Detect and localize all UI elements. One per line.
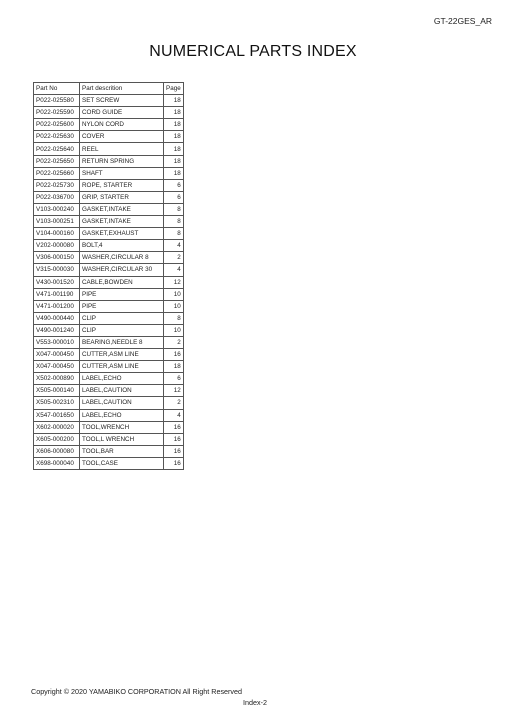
part-description-cell: CLIP — [80, 324, 164, 336]
table-row — [34, 312, 184, 324]
table-row — [34, 216, 184, 228]
page-cell: 2 — [164, 252, 184, 264]
part-description-cell: CUTTER,ASM LINE — [80, 361, 164, 373]
part-description-cell: COVER — [80, 131, 164, 143]
table-row — [34, 155, 184, 167]
page-number: Index-2 — [243, 698, 267, 707]
table-row — [34, 119, 184, 131]
table-row — [34, 167, 184, 179]
part-number-cell: P022-025730 — [34, 179, 80, 191]
part-number-cell: X047-000450 — [34, 361, 80, 373]
part-number-cell: X502-000890 — [34, 373, 80, 385]
parts-index-table — [33, 82, 184, 470]
part-description-cell: PIPE — [80, 300, 164, 312]
part-description-cell: TOOL,CASE — [80, 457, 164, 469]
part-description-cell: GASKET,EXHAUST — [80, 228, 164, 240]
part-number-cell: V103-000251 — [34, 216, 80, 228]
part-number-cell: X505-002310 — [34, 397, 80, 409]
copyright-notice: Copyright © 2020 YAMABIKO CORPORATION All Right Reserved — [31, 687, 243, 696]
part-number-cell: V471-001190 — [34, 288, 80, 300]
table-row — [34, 385, 184, 397]
page-cell: 18 — [164, 95, 184, 107]
part-number-cell: P022-025600 — [34, 119, 80, 131]
part-number-cell: V490-000440 — [34, 312, 80, 324]
part-description-cell: LABEL,CAUTION — [80, 385, 164, 397]
page-cell: 8 — [164, 216, 184, 228]
table-row — [34, 95, 184, 107]
table-row — [34, 300, 184, 312]
column-header-part-no: Part No — [34, 83, 80, 95]
part-number-cell: P022-025580 — [34, 95, 80, 107]
page-cell: 4 — [164, 264, 184, 276]
part-description-cell: GASKET,INTAKE — [80, 216, 164, 228]
page-cell: 18 — [164, 107, 184, 119]
part-description-cell: CUTTER,ASM LINE — [80, 349, 164, 361]
part-description-cell: LABEL,ECHO — [80, 409, 164, 421]
part-number-cell: P022-036700 — [34, 191, 80, 203]
page-cell: 16 — [164, 433, 184, 445]
page-cell: 6 — [164, 191, 184, 203]
page-cell: 4 — [164, 240, 184, 252]
table-row — [34, 336, 184, 348]
page-cell: 12 — [164, 276, 184, 288]
part-description-cell: SET SCREW — [80, 95, 164, 107]
part-description-cell: CABLE,BOWDEN — [80, 276, 164, 288]
part-description-cell: REEL — [80, 143, 164, 155]
part-description-cell: ROPE, STARTER — [80, 179, 164, 191]
part-description-cell: TOOL,WRENCH — [80, 421, 164, 433]
part-number-cell: V306-000150 — [34, 252, 80, 264]
part-description-cell: PIPE — [80, 288, 164, 300]
page-cell: 6 — [164, 179, 184, 191]
table-row — [34, 276, 184, 288]
page-cell: 2 — [164, 336, 184, 348]
table-row — [34, 373, 184, 385]
part-description-cell: SHAFT — [80, 167, 164, 179]
part-description-cell: BEARING,NEEDLE 8 — [80, 336, 164, 348]
page-cell: 10 — [164, 288, 184, 300]
part-description-cell: RETURN SPRING — [80, 155, 164, 167]
part-number-cell: V103-000240 — [34, 203, 80, 215]
page-cell: 10 — [164, 324, 184, 336]
part-description-cell: CLIP — [80, 312, 164, 324]
part-description-cell: NYLON CORD — [80, 119, 164, 131]
part-description-cell: CORD GUIDE — [80, 107, 164, 119]
part-description-cell: TOOL,BAR — [80, 445, 164, 457]
part-number-cell: P022-025630 — [34, 131, 80, 143]
page-cell: 8 — [164, 312, 184, 324]
page-cell: 18 — [164, 143, 184, 155]
page-cell: 6 — [164, 373, 184, 385]
table-row — [34, 143, 184, 155]
page-cell: 16 — [164, 421, 184, 433]
table-row — [34, 421, 184, 433]
part-number-cell: X606-000080 — [34, 445, 80, 457]
column-header-description: Part descrition — [80, 83, 164, 95]
part-description-cell: GRIP, STARTER — [80, 191, 164, 203]
page-cell: 16 — [164, 445, 184, 457]
part-number-cell: P022-025640 — [34, 143, 80, 155]
table-row — [34, 445, 184, 457]
page-cell: 18 — [164, 155, 184, 167]
table-row — [34, 179, 184, 191]
table-row — [34, 191, 184, 203]
part-description-cell: WASHER,CIRCULAR 30 — [80, 264, 164, 276]
table-row — [34, 107, 184, 119]
page-title: NUMERICAL PARTS INDEX — [149, 43, 357, 60]
part-number-cell: X602-000020 — [34, 421, 80, 433]
part-number-cell: P022-025650 — [34, 155, 80, 167]
model-code: GT-22GES_AR — [433, 16, 492, 26]
part-number-cell: V104-000160 — [34, 228, 80, 240]
page-cell: 4 — [164, 409, 184, 421]
part-number-cell: X605-000200 — [34, 433, 80, 445]
table-row — [34, 228, 184, 240]
page-cell: 10 — [164, 300, 184, 312]
part-number-cell: V553-000010 — [34, 336, 80, 348]
table-row — [34, 433, 184, 445]
part-number-cell: V202-000080 — [34, 240, 80, 252]
page-cell: 18 — [164, 361, 184, 373]
table-row — [34, 252, 184, 264]
table-row — [34, 240, 184, 252]
page-cell: 18 — [164, 167, 184, 179]
page-cell: 18 — [164, 119, 184, 131]
part-description-cell: LABEL,ECHO — [80, 373, 164, 385]
part-description-cell: BOLT,4 — [80, 240, 164, 252]
table-row — [34, 361, 184, 373]
table-row — [34, 324, 184, 336]
table-header-row — [34, 83, 184, 95]
part-number-cell: X698-000040 — [34, 457, 80, 469]
part-description-cell: LABEL,CAUTION — [80, 397, 164, 409]
part-description-cell: WASHER,CIRCULAR 8 — [80, 252, 164, 264]
page-cell: 8 — [164, 203, 184, 215]
table-row — [34, 349, 184, 361]
part-number-cell: X505-000140 — [34, 385, 80, 397]
table-row — [34, 131, 184, 143]
part-number-cell: X047-000450 — [34, 349, 80, 361]
column-header-page: Page — [164, 83, 184, 95]
table-row — [34, 264, 184, 276]
table-row — [34, 409, 184, 421]
part-number-cell: P022-025590 — [34, 107, 80, 119]
part-number-cell: V490-001240 — [34, 324, 80, 336]
page-cell: 16 — [164, 349, 184, 361]
part-number-cell: P022-025660 — [34, 167, 80, 179]
part-description-cell: GASKET,INTAKE — [80, 203, 164, 215]
table-row — [34, 457, 184, 469]
part-number-cell: X547-001650 — [34, 409, 80, 421]
part-number-cell: V315-000030 — [34, 264, 80, 276]
table-row — [34, 203, 184, 215]
page-cell: 18 — [164, 131, 184, 143]
table-row — [34, 288, 184, 300]
part-description-cell: TOOL,L WRENCH — [80, 433, 164, 445]
part-number-cell: V471-001200 — [34, 300, 80, 312]
page-cell: 12 — [164, 385, 184, 397]
page-cell: 2 — [164, 397, 184, 409]
table-row — [34, 397, 184, 409]
page-cell: 8 — [164, 228, 184, 240]
part-number-cell: V430-001520 — [34, 276, 80, 288]
page-cell: 16 — [164, 457, 184, 469]
